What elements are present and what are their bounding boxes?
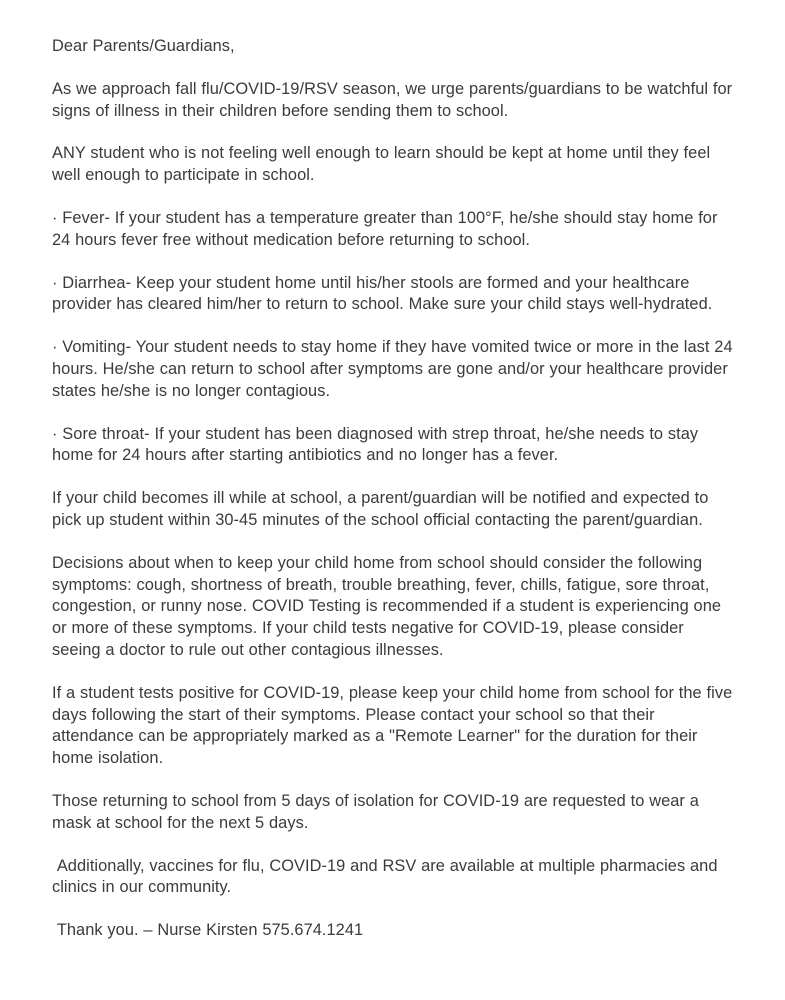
paragraph-mask-guidance: Those returning to school from 5 days of isolation for COVID-19 are requested to wear a mask at school for the next 5 days.: [52, 791, 704, 832]
paragraph-positive-test: If a student tests positive for COVID-19, please keep your child home from school for the five days following the start of their symptoms. Please contact your school so that their attendance can be appropriately marked as a "Remote Learner" for the duration for their home isolation.: [52, 683, 738, 768]
bullet-vomiting: · Vomiting- Your student needs to stay home if they have vomited twice or more in the last 24 hours. He/she can return to school after symptoms are gone and/or your healthcare provider states he/she is no longer contagious.: [52, 338, 738, 400]
bullet-fever: · Fever- If your student has a temperature greater than 100°F, he/she should stay home for 24 hours fever free without medication before returning to school.: [52, 208, 723, 249]
letter-body: [52, 36, 736, 942]
paragraph-any-student: ANY student who is not feeling well enough to learn should be kept at home until they feel well enough to participate in school.: [52, 144, 715, 185]
paragraph-symptom-decisions: Decisions about when to keep your child home from school should consider the following symptoms: cough, shortness of breath, trouble breathing, fever, chills, fatigue, sore throat, congestion, or runny nose. COVID Testing is recommended if a student is experiencing one or more of these symptoms. If your child tests negative for COVID-19, please consider seeing a doctor to rule out other contagious illnesses.: [52, 553, 726, 659]
bullet-diarrhea: · Diarrhea- Keep your student home until his/her stools are formed and your healthcare provider has cleared him/her to return to school. Make sure your child stays well-hydrated.: [52, 273, 713, 314]
paragraph-vaccines: Additionally, vaccines for flu, COVID-19 and RSV are available at multiple pharmacies and clinics in our community.: [52, 856, 723, 897]
paragraph-pickup-policy: If your child becomes ill while at school, a parent/guardian will be notified and expected to pick up student within 30-45 minutes of the school official contacting the parent/guardian.: [52, 489, 714, 529]
bullet-sore-throat: · Sore throat- If your student has been diagnosed with strep throat, he/she needs to stay home for 24 hours after starting antibiotics and no longer has a fever.: [52, 424, 703, 465]
paragraph-season-intro: As we approach fall flu/COVID-19/RSV season, we urge parents/guardians to be watchful for signs of illness in their children before sending them to school.: [52, 79, 737, 120]
closing-signature-line: Thank you. – Nurse Kirsten 575.674.1241: [52, 921, 364, 940]
salutation-line: Dear Parents/Guardians,: [52, 37, 235, 55]
